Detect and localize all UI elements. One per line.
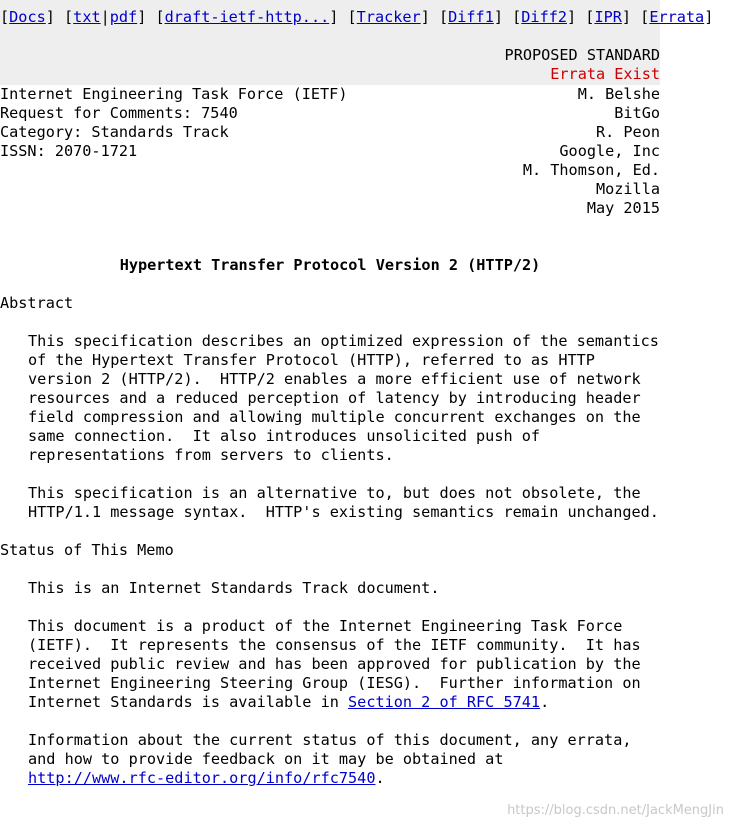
rfc-editor-info-link[interactable]: http://www.rfc-editor.org/info/rfc7540	[28, 769, 376, 787]
status-paragraph: Information about the current status of this document, any errata, and how to provide feedback on it may be obtained at http://www.rfc-editor.org/info/rfc7540.	[28, 731, 632, 787]
editor-org: Mozilla	[595, 180, 660, 198]
rfc5741-section-link[interactable]: Section 2 of RFC 5741	[348, 693, 541, 711]
nav-errata-link[interactable]: Errata	[649, 8, 705, 26]
author-1-org: BitGo	[614, 104, 660, 122]
nav-ipr-link[interactable]: IPR	[594, 8, 622, 26]
errata-notice: Errata Exist	[550, 65, 660, 83]
category: Category: Standards Track	[0, 123, 229, 141]
top-bar	[0, 0, 714, 85]
issn: ISSN: 2070-1721	[0, 142, 138, 160]
nav-pdf-link[interactable]: pdf	[109, 8, 138, 26]
abstract-heading: Abstract	[0, 294, 74, 312]
status-level: PROPOSED STANDARD	[504, 46, 660, 64]
nav-txt-link[interactable]: txt	[73, 8, 101, 26]
document-body	[0, 294, 732, 788]
nav-bar: [Docs] [txt|pdf] [draft-ietf-http...] [Tracker] [Diff1] [Diff2] [IPR] [Errata]	[0, 8, 714, 26]
document-title: Hypertext Transfer Protocol Version 2 (HTTP/2)	[119, 256, 541, 274]
nav-diff2-link[interactable]: Diff2	[521, 8, 567, 26]
status-memo-heading: Status of This Memo	[0, 541, 174, 559]
header-row	[0, 180, 660, 199]
header-row	[0, 104, 660, 123]
status-paragraph: This document is a product of the Internet Engineering Task Force (IETF). It represents the consensus of the IETF community. It has received public review and has been approved for publication by the Internet Engineering Steering Group (IESG). Further information on Internet Standards is available in Section 2 of RFC 5741.	[28, 617, 641, 711]
nav-tracker-link[interactable]: Tracker	[356, 8, 421, 26]
header-row	[0, 161, 660, 180]
header-row	[0, 123, 660, 142]
rfc-header	[0, 85, 660, 218]
nav-diff1-link[interactable]: Diff1	[448, 8, 494, 26]
editor: M. Thomson, Ed.	[522, 161, 660, 179]
author-1: M. Belshe	[577, 85, 660, 103]
rfc-number: Request for Comments: 7540	[0, 104, 238, 122]
nav-docs-link[interactable]: Docs	[9, 8, 46, 26]
status-paragraph: This is an Internet Standards Track document.	[28, 579, 440, 597]
nav-draft-link[interactable]: draft-ietf-http...	[164, 8, 330, 26]
header-row	[0, 142, 660, 161]
header-row	[0, 199, 660, 218]
watermark: https://blog.csdn.net/JackMengJin	[507, 803, 724, 818]
organization: Internet Engineering Task Force (IETF)	[0, 85, 348, 103]
publication-date: May 2015	[586, 199, 660, 217]
header-row	[0, 85, 660, 104]
author-2-org: Google, Inc	[559, 142, 660, 160]
abstract-paragraph: This specification describes an optimized expression of the semantics of the Hypertext Transfer Protocol (HTTP), referred to as HTTP version 2 (HTTP/2). HTTP/2 enables a more efficient use of network resources and a reduced perception of latency by introducing header field compression and allowing multiple concurrent exchanges on the same connection. It also introduces unsolicited push of representations from servers to clients.	[28, 332, 659, 464]
abstract-paragraph: This specification is an alternative to, but does not obsolete, the HTTP/1.1 message syntax. HTTP's existing semantics remain unchanged.	[28, 484, 659, 521]
author-2: R. Peon	[595, 123, 660, 141]
